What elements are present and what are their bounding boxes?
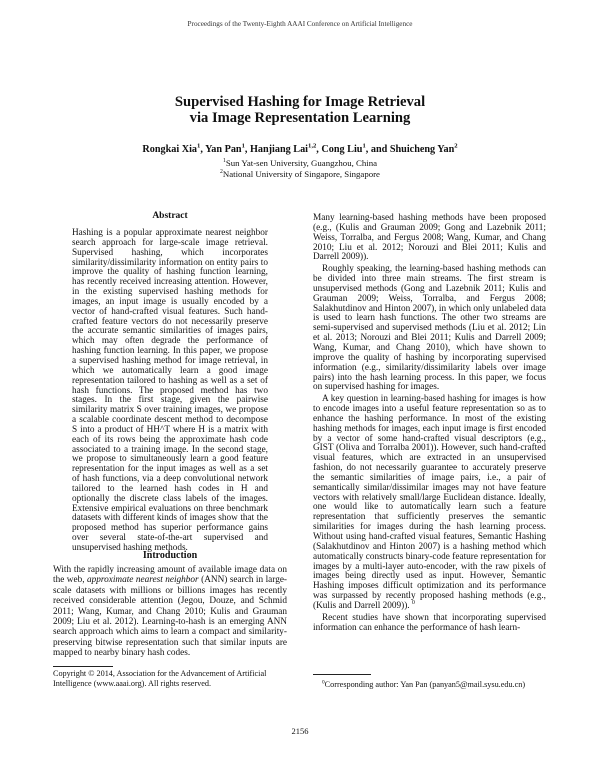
author-affiliation-mark: 1,2 [308,142,317,150]
affiliation-1 [0,158,600,168]
footnote [322,680,552,690]
page-number: 2156 [291,726,309,736]
footnote-mark: 0 [322,679,325,686]
title-line-1: Supervised Hashing for Image Retrieval [174,94,426,110]
introduction-paragraph [53,565,287,659]
affiliation-mark: 1 [222,158,226,165]
affiliation-mark: 2 [220,169,223,176]
author-list: Rongkai Xia$^1$, Yan Pan$^1$, Hanjiang Lai$^{1,2}$, Cong Liu$^1$, and Shuicheng Yan$^2$ [142,142,458,155]
footnote-mark[interactable]: 0 [411,599,415,606]
copyright-rule [53,666,113,667]
text-run: (ANN) search in large-scale datasets with millions or billions images has recently received considerable attention (Jegou, Douze, and Schmid 2011; Wang, Kumar, and Chang 2010; Kulis and Grauman 2009; Liu et al. 2012). Learning-to-hash is an emerging ANN search approach which aims to learn a compact and similarity-preserving bitwise representation such that similar inputs are mapped to nearby binary hash codes. [53,575,288,659]
text-run: With the rapidly increasing amount of available image data on the web, [53,565,287,586]
footnote-text: Corresponding author: Yan Pan (panyan5@mail.sysu.edu.cn) [324,680,526,689]
author: Rongkai Xia [142,144,198,155]
paragraph [313,395,546,612]
paragraph: Roughly speaking, the learning-based hashing methods can be divided into three main streams. The first stream is unsupervised methods (Gong and Lazebnik 2011; Kulis and Grauman 2009; Weiss, Torralba, and Fergus 2008; Salakhutdinov and Hinton 2007), in which only unlabeled data is used to learn hash functions. The other two streams are semi-supervised and supervised methods (Liu et al. 2012; Lin et al. 2013; Norouzi and Blei 2011; Kulis and Darrell 2009; Wang, Kumar, and Chang 2010), which have shown to improve the quality of hashing by incorporating supervised information (e.g., similarity/dissimilarity labels over image pairs) into the hash learning process. In this paper, we focus on supervised hashing for images. [313,264,546,393]
text-run: A key question in learning-based hashing for images is how to encode images into a useful feature representation so as to enhance the hashing performance. In most of the existing hashing methods for images, each input image is first encoded by a vector of some hand-crafted visual descriptors (e.g., GIST (Oliva and Torralba 2001)). However, such hand-crafted visual features, which are extracted in an unsupervised fashion, do not necessarily guarantee to accurately preserve the semantic similarities of image pairs, i.e., a pair of semantically similar/dissimilar images may not have feature vectors with relatively small/large Euclidean distance. Ideally, one would like to automatically learn such a feature representation that sufficiently preserves the semantic similarities for images during the hash learning process. Without using hand-crafted visual features, Semantic Hashing (Salakhutdinov and Hinton 2007) is a hashing method which automatically constructs binary-code feature representation for images by a multi-layer auto-encoder, with the raw pixels of images being directly used as input. However, Semantic Hashing imposes difficult optimization and its performance was surpassed by recently proposed hashing methods (e.g., (Kulis and Darrell 2009)). [313,394,546,611]
affiliation-text: Sun Yat-sen University, Guangzhou, China [225,158,378,168]
author-affiliation-mark: 1 [362,142,366,150]
abstract-text: Hashing is a popular approximate nearest neighbor search approach for large-scale image retrieval. Supervised hashing, which incorporates similarity/dissimilarity information on entity pairs to improve the quality of hashing function learning, has recently received increasing attention. However, in the existing supervised hashing methods for images, an input image is usually encoded by a vector of hand-crafted visual features. Such hand-crafted feature vectors do not necessarily preserve the accurate semantic similarities of images pairs, which may often degrade the performance of hashing function learning. In this paper, we propose a supervised hashing method for image retrieval, in which we automatically learn a good image representation tailored to hashing as well as a set of hash functions. The proposed method has two stages. In the first stage, given the pairwise similarity matrix S over training images, we propose a scalable coordinate descent method to decompose S into a product of HH^T where H is a matrix with each of its rows being the approximate hash code associated to a training image. In the second stage, we propose to simultaneously learn a good feature representation for the input images as well as a set of hash functions, via a deep convolutional network tailored to the learned hash codes in H and optionally the discrete class labels of the images. Extensive empirical evaluations on three benchmark datasets with different kinds of images show that the proposed method has superior performance gains over several state-of-the-art supervised and unsupervised hashing methods. [72,228,268,553]
paragraph: Recent studies have shown that incorporating supervised information can enhance the performance of hash learn- [313,612,546,633]
authors-and: and [370,144,388,155]
paper-title [0,94,600,126]
author: Yan Pan [205,144,242,155]
right-column-body [313,214,546,633]
title-line-2: via Image Representation Learning [189,110,411,126]
emphasized-term: approximate nearest neighbor [87,575,199,586]
author-affiliation-mark: 1 [241,142,245,150]
footnote-rule [313,674,371,675]
proceedings-header: Proceedings of the Twenty-Eighth AAAI Conference on Artificial Intelligence [187,20,413,28]
author-affiliation-mark: 2 [454,142,458,150]
introduction-body [53,565,287,659]
author: Hanjiang Lai [249,144,309,155]
affiliation-2 [0,169,600,179]
paragraph: Many learning-based hashing methods have been proposed (e.g., (Kulis and Grauman 2009; Gong and Lazebnik 2011; Weiss, Torralba, and Fergus 2008; Wang, Kumar, and Chang 2010; Liu et al. 2012; Norouzi and Blei 2011; Kulis and Darrell 2009)). [313,213,546,263]
author: Shuicheng Yan [389,144,455,155]
author: Cong Liu [321,144,363,155]
abstract-heading: Abstract [152,211,188,221]
affiliation-text: National University of Singapore, Singapore [222,169,380,179]
author-affiliation-mark: 1 [197,142,201,150]
abstract-body [72,229,268,554]
copyright-notice: Copyright © 2014, Association for the Advancement of Artificial Intelligence (www.aaai.org). All rights reserved. [53,669,267,688]
introduction-heading: Introduction [142,550,198,561]
